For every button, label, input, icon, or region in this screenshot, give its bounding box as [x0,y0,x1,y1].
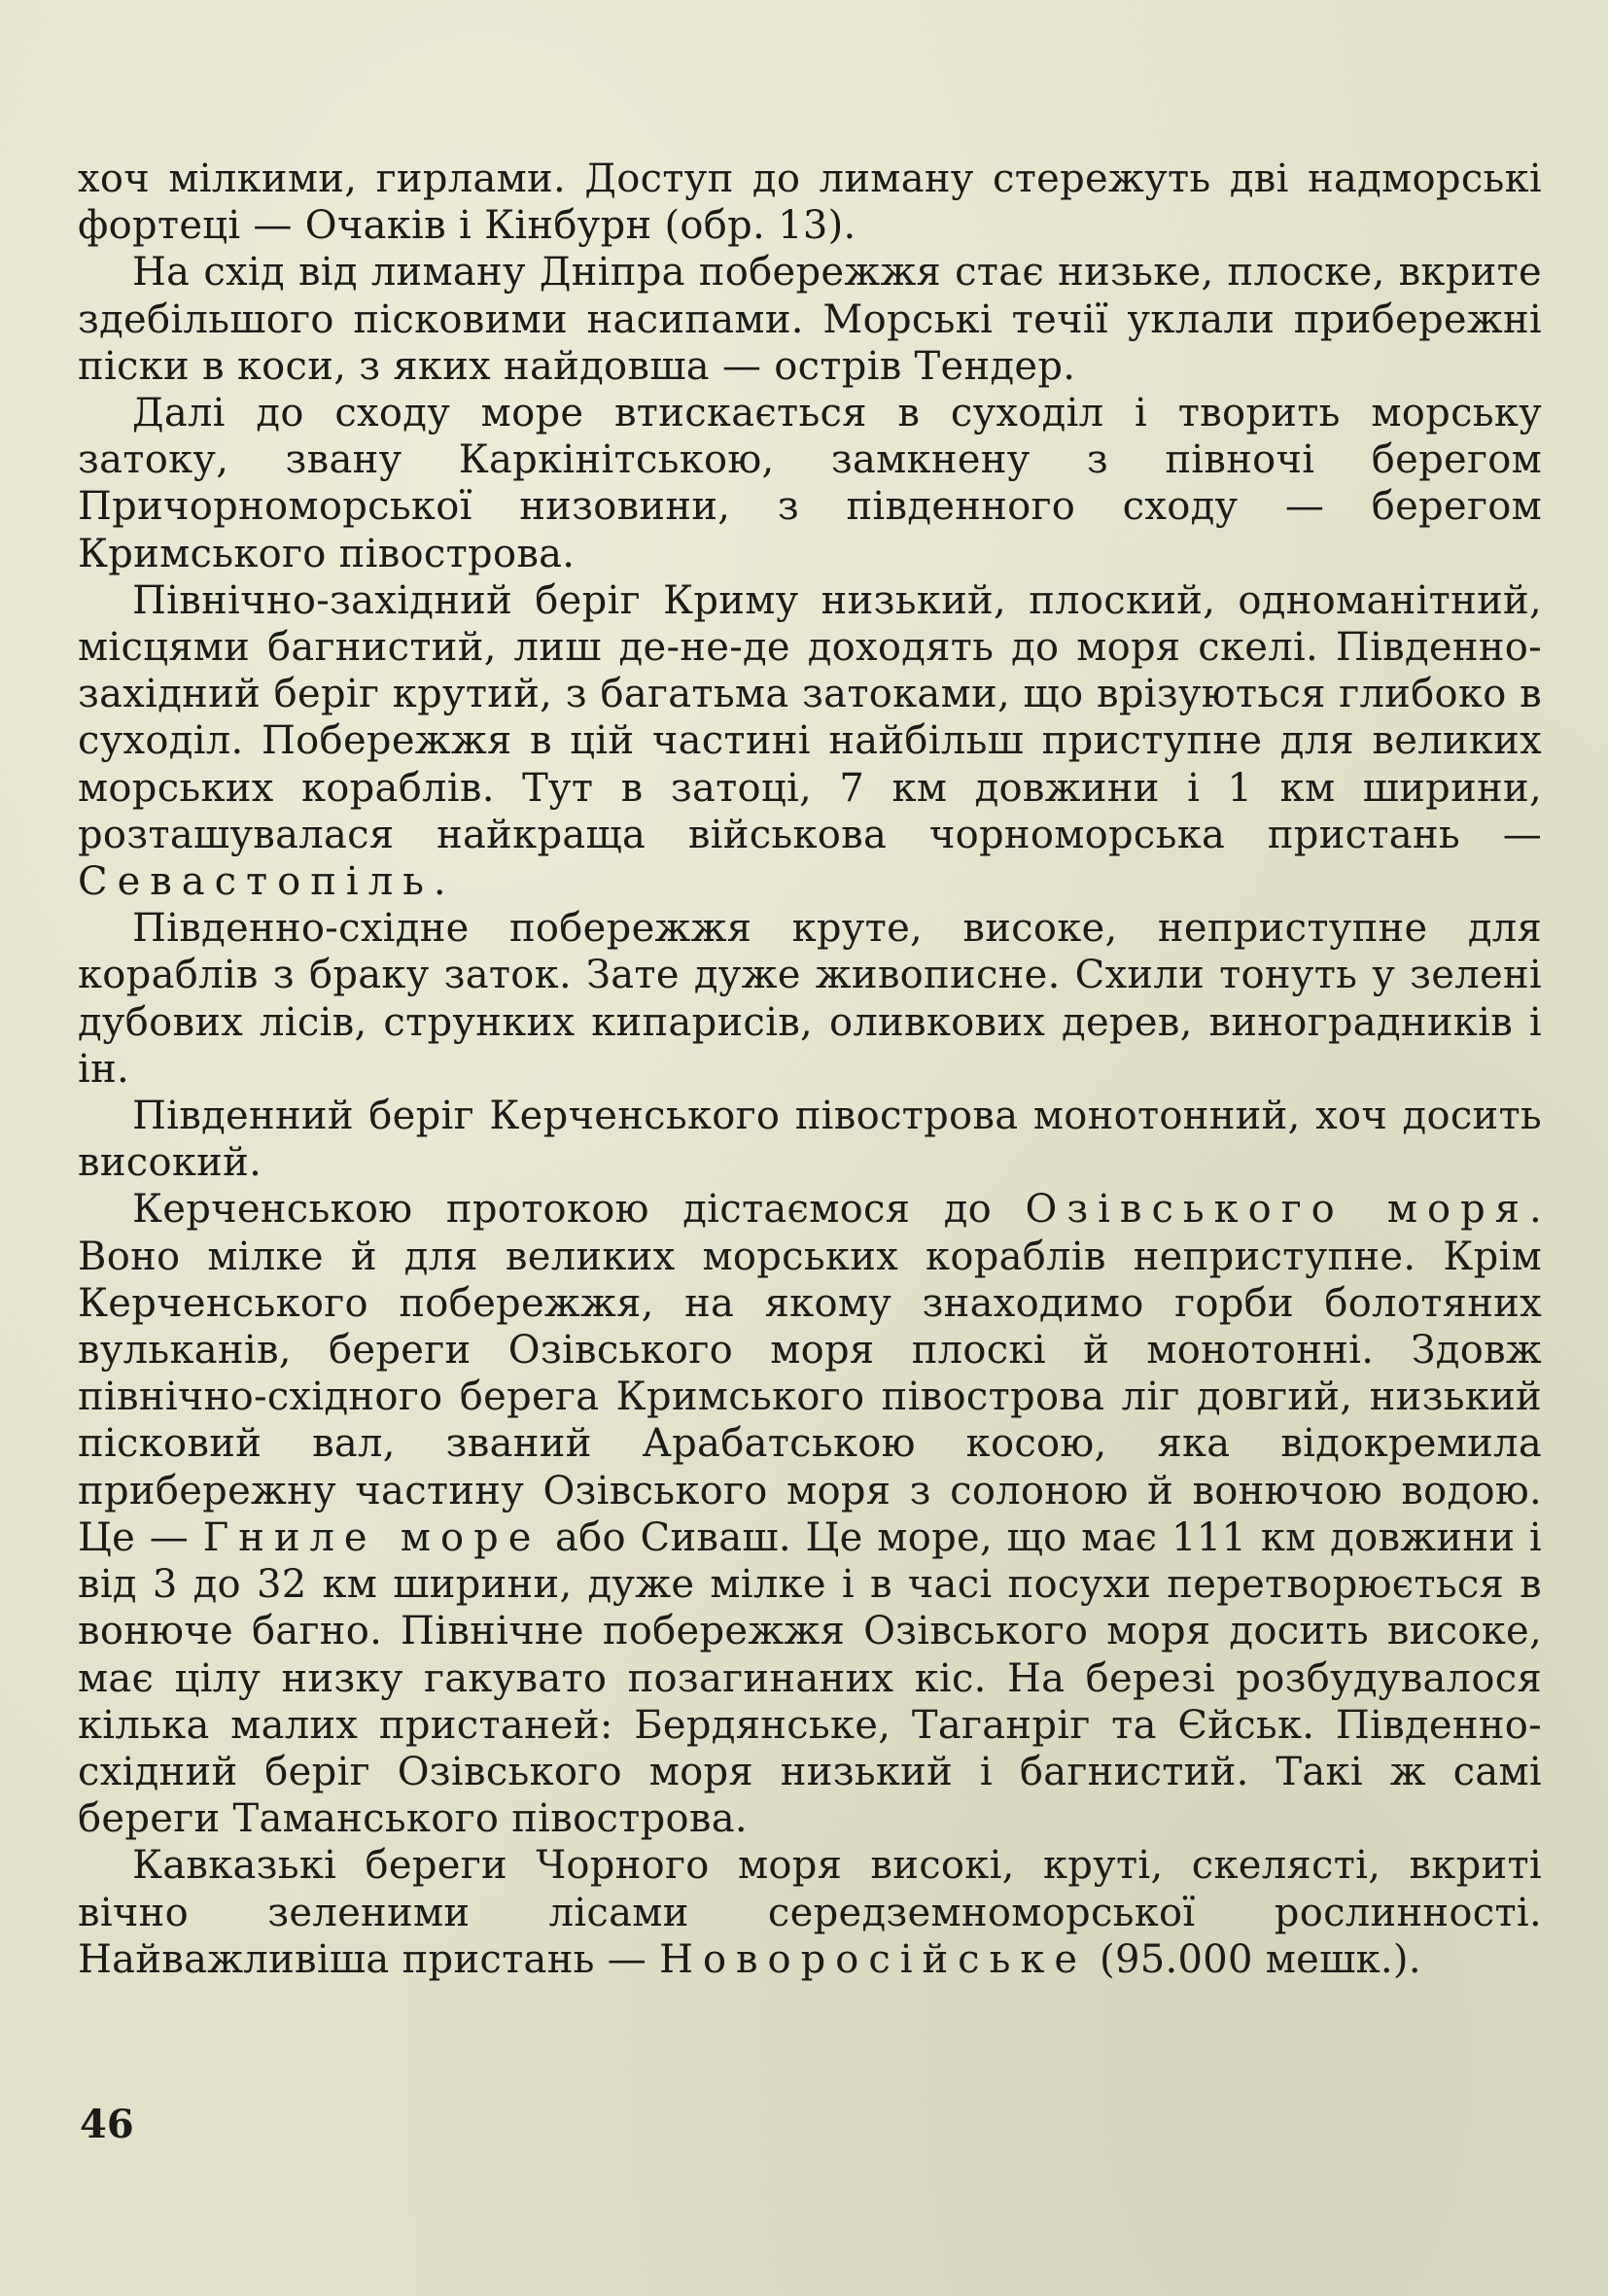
text-run: . [433,859,446,905]
paragraph [78,1842,1542,1983]
paragraph [78,905,1542,1093]
text-run: На схід від лиману Дніпра побережжя стає низьке, плоске, вкрите здебільшого пісковими насипами. Морські течії уклали прибережні піски в коси, з яких найдовша — острів Тендер. [78,250,1542,389]
text-run: або Сиваш. Це море, що має 111 км довжини і від 3 до 32 км ширини, дуже мілке і в часі посухи перетворюється в вонюче багно. Північне побережжя Озівського моря досить високе, має цілу низку гакувато позагинаних кіс. На березі розбудувалося кілька малих пристаней: Бердянське, Таганріг та Єйськ. Південно-східний беріг Озівського моря низький і багнистий. Такі ж самі береги Таманського півострова. [78,1514,1542,1842]
spaced-term: Севастопіль [78,859,434,905]
paragraph [78,1186,1542,1842]
text-run: Південний беріг Керченського півострова монотонний, хоч досить високий. [78,1094,1542,1186]
text-run: Далі до сходу море втискається в суходіл і творить морську затоку, звану Каркінітською, замкнену з півночі берегом Причорноморської низовини, з південного сходу — берегом Кримського півострова. [78,391,1542,576]
text-run: хоч мілкими, гирлами. Доступ до лиману стережуть дві надморські фортеці — Очаків і Кінбурн (обр. 13). [78,157,1542,249]
text-run: Північно-західний беріг Криму низький, плоский, одноманітний, місцями багнистий, лиш де-не-де доходять до моря скелі. Південно-західний беріг крутий, з багатьма затоками, що врізуються глибоко в суходіл. Побережжя в цій частині найбільш приступне для великих морських кораблів. Тут в затоці, 7 км довжини і 1 км ширини, розташувалася найкраща військова чорноморська пристань — [78,577,1542,857]
paragraph [78,577,1542,905]
paragraph [78,249,1542,390]
text-run: (95.000 мешк.). [1087,1936,1421,1982]
spaced-term: Новоросійське [659,1936,1088,1982]
page-number: 46 [80,2102,134,2147]
text-run: Кавказькі береги Чорного моря високі, круті, скелясті, вкриті вічно зеленими лісами середземноморської рослинності. Найважливіша пристань — [78,1843,1542,1982]
paragraph [78,390,1542,577]
paragraph [78,156,1542,249]
paragraph [78,1093,1542,1186]
spaced-term: Озівського моря [1025,1187,1529,1233]
text-run: Керченською протокою дістаємося до [132,1187,1026,1233]
spaced-term: Гниле море [202,1514,542,1560]
text-run: . Воно мілке й для великих морських кораблів неприступне. Крім Керченського побережжя, на якому знаходимо горби болотяних вульканів, береги Озівського моря плоскі й монотонні. Здовж північно-східного берега Кримського півострова ліг довгий, низький пісковий вал, званий Арабатською косою, яка відокремила прибережну частину Озівського моря з солоною й вонючою водою. Це — [78,1187,1542,1560]
text-run: Південно-східне побережжя круте, високе, неприступне для кораблів з браку заток. Зате дуже живописне. Схили тонуть у зелені дубових лісів, струнких кипарисів, оливкових дерев, виноградників і ін. [78,906,1542,1092]
body-text [78,156,1542,1983]
